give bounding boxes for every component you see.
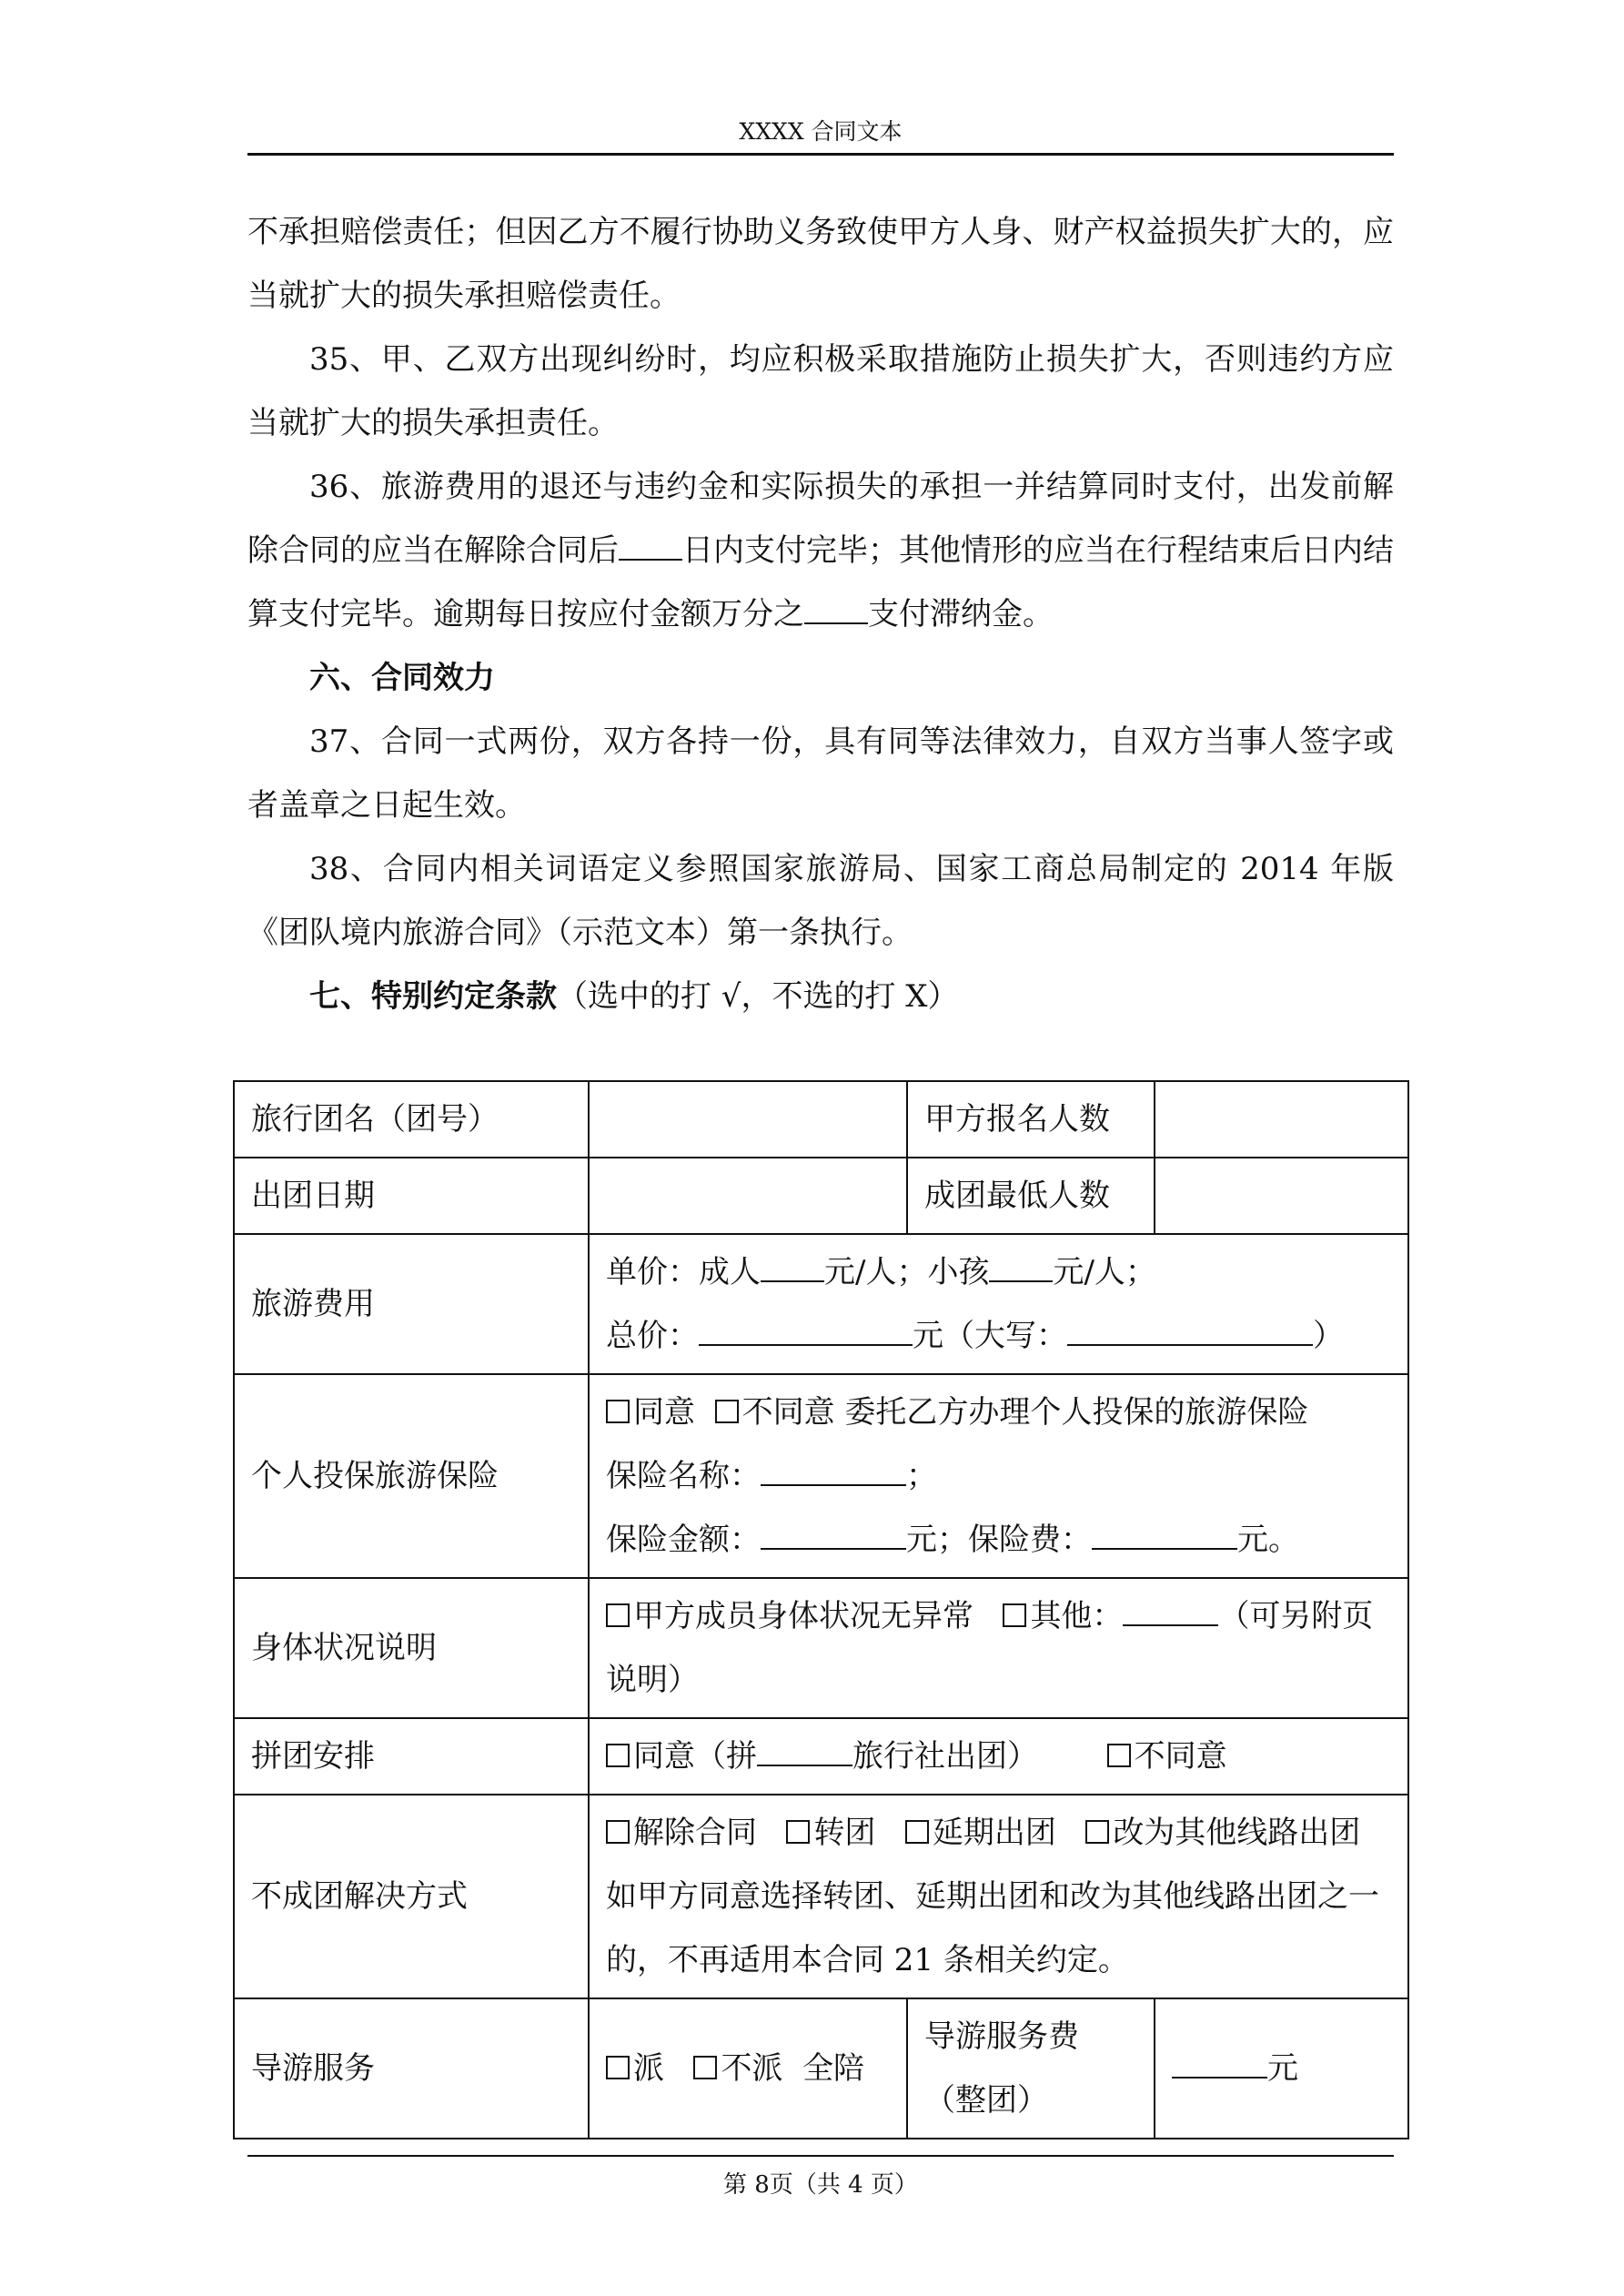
option-label: 其他： bbox=[1030, 1598, 1124, 1634]
option-label: 解除合同 bbox=[633, 1815, 757, 1851]
checkbox[interactable] bbox=[1085, 1820, 1109, 1844]
page-header: XXXX 合同文本 bbox=[247, 111, 1394, 156]
clause-36-part-b: 日内支付完毕；其他情形的应当在行程结束后 bbox=[682, 532, 1301, 569]
checkbox[interactable] bbox=[606, 1820, 630, 1844]
table-label: 身体状况说明 bbox=[234, 1578, 589, 1718]
checkbox[interactable] bbox=[786, 1820, 810, 1844]
option-label: 延期出团 bbox=[932, 1815, 1056, 1851]
option-label: 不派 bbox=[721, 2050, 783, 2087]
section-7-heading: 七、特别约定条款 bbox=[309, 978, 557, 1015]
table-label: 旅游费用 bbox=[234, 1234, 589, 1374]
applicant-count-field[interactable] bbox=[1155, 1081, 1408, 1158]
table-row bbox=[234, 1795, 1408, 1998]
guide-fee-field[interactable] bbox=[1172, 2049, 1267, 2079]
table-label: 个人投保旅游保险 bbox=[234, 1374, 589, 1578]
checkbox[interactable] bbox=[715, 1400, 739, 1423]
option-label: 转团 bbox=[813, 1815, 876, 1851]
page-footer: 第 8页（共 4 页） bbox=[247, 2155, 1394, 2200]
insurance-text: 保险名称： bbox=[606, 1458, 761, 1494]
option-label: 甲方成员身体状况无异常 bbox=[633, 1598, 973, 1634]
table-label: 拼团安排 bbox=[234, 1718, 589, 1795]
table-label: 导游服务费（整团） bbox=[907, 1998, 1155, 2139]
child-price-field[interactable] bbox=[989, 1253, 1053, 1282]
option-label: 同意 bbox=[633, 1394, 695, 1431]
table-row bbox=[234, 1374, 1408, 1578]
cost-text: 元（大写： bbox=[913, 1318, 1067, 1354]
checkbox[interactable] bbox=[693, 2056, 717, 2079]
group-merge-cell bbox=[589, 1718, 1408, 1795]
contract-body bbox=[247, 200, 1394, 1028]
section-7-note: （选中的打 √，不选的打 X） bbox=[557, 978, 959, 1015]
guide-service-cell bbox=[589, 1998, 907, 2139]
clause-36-part-c: 日内结算支付完毕。逾期每日按应付金额万分之 bbox=[247, 532, 1394, 632]
option-label: 不同意 bbox=[741, 1394, 835, 1431]
insurance-text: 委托乙方办理个人投保的旅游保险 bbox=[844, 1394, 1309, 1431]
cost-text: 总价： bbox=[606, 1318, 699, 1354]
blank-field[interactable] bbox=[619, 531, 682, 561]
clause-36-part-a: 36、旅游费用的退还与违约金和实际损失的承担一并结算同时支付，出发前解除合同的应当在解除合同后 bbox=[247, 469, 1394, 569]
clause-37: 37、合同一式两份，双方各持一份，具有同等法律效力，自双方当事人签字或者盖章之日起生效。 bbox=[247, 723, 1394, 824]
cost-text: 元/人；小孩 bbox=[824, 1254, 990, 1290]
departure-date-field[interactable] bbox=[589, 1158, 907, 1234]
clause-36-part-d: 支付滞纳金。 bbox=[868, 596, 1054, 632]
insured-amount-field[interactable] bbox=[761, 1521, 906, 1550]
checkbox[interactable] bbox=[606, 2056, 630, 2079]
cost-text: ） bbox=[1313, 1318, 1344, 1354]
clause-35: 35、甲、乙双方出现纠纷时，均应积极采取措施防止损失扩大，否则违约方应当就扩大的损失承担责任。 bbox=[247, 341, 1394, 441]
table-row bbox=[234, 1234, 1408, 1374]
checkbox[interactable] bbox=[1107, 1744, 1131, 1767]
checkbox[interactable] bbox=[905, 1820, 929, 1844]
clause-34-continued: 不承担赔偿责任；但因乙方不履行协助义务致使甲方人身、财产权益损失扩大的，应当就扩大的损失承担赔偿责任。 bbox=[247, 214, 1394, 314]
table-label: 甲方报名人数 bbox=[907, 1081, 1155, 1158]
option-label: 同意（拼 bbox=[633, 1738, 757, 1775]
clause-38: 38、合同内相关词语定义参照国家旅游局、国家工商总局制定的 2014 年版《团队境内旅游合同》（示范文本）第一条执行。 bbox=[247, 851, 1394, 951]
checkbox[interactable] bbox=[606, 1400, 630, 1423]
checkbox[interactable] bbox=[606, 1744, 630, 1767]
health-text: （可另附页说明） bbox=[606, 1598, 1374, 1698]
table-row bbox=[234, 1718, 1408, 1795]
group-name-field[interactable] bbox=[589, 1081, 907, 1158]
option-label: 全陪 bbox=[802, 2050, 865, 2087]
section-6-title: 六、合同效力 bbox=[309, 660, 495, 696]
insurance-name-field[interactable] bbox=[761, 1457, 906, 1486]
cost-text: 元/人； bbox=[1053, 1254, 1156, 1290]
table-row bbox=[234, 1998, 1408, 2139]
checkbox[interactable] bbox=[606, 1603, 630, 1627]
table-row bbox=[234, 1081, 1408, 1158]
health-cell bbox=[589, 1578, 1408, 1718]
insurance-cell bbox=[589, 1374, 1408, 1578]
insurance-text: 元；保险费： bbox=[906, 1522, 1092, 1558]
premium-field[interactable] bbox=[1092, 1521, 1237, 1550]
table-label: 成团最低人数 bbox=[907, 1158, 1155, 1234]
checkbox[interactable] bbox=[1003, 1603, 1026, 1627]
travel-cost-cell bbox=[589, 1234, 1408, 1374]
clause-36 bbox=[247, 455, 1394, 646]
insurance-text: 元。 bbox=[1237, 1522, 1299, 1558]
option-label: 改为其他线路出团 bbox=[1113, 1815, 1361, 1851]
total-price-field[interactable] bbox=[699, 1317, 913, 1346]
no-group-solution-cell bbox=[589, 1795, 1408, 1998]
table-label: 不成团解决方式 bbox=[234, 1795, 589, 1998]
insurance-text: 保险金额： bbox=[606, 1522, 761, 1558]
special-terms-table bbox=[233, 1080, 1409, 2139]
table-label: 导游服务 bbox=[234, 1998, 589, 2139]
section-7-title bbox=[247, 965, 1394, 1028]
no-group-note: 如甲方同意选择转团、延期出团和改为其他线路出团之一的，不再适用本合同 21 条相关约定。 bbox=[606, 1878, 1379, 1978]
table-row bbox=[234, 1578, 1408, 1718]
min-group-size-field[interactable] bbox=[1155, 1158, 1408, 1234]
guide-fee-cell bbox=[1155, 1998, 1408, 2139]
blank-field[interactable] bbox=[804, 595, 868, 624]
adult-price-field[interactable] bbox=[761, 1253, 824, 1282]
unit-label: 元 bbox=[1267, 2050, 1298, 2087]
insurance-text: ； bbox=[906, 1458, 937, 1494]
total-price-words-field[interactable] bbox=[1067, 1317, 1313, 1346]
table-label: 出团日期 bbox=[234, 1158, 589, 1234]
option-label: 派 bbox=[633, 2050, 664, 2087]
option-label: 不同意 bbox=[1134, 1738, 1227, 1775]
option-label: 旅行社出团） bbox=[852, 1738, 1038, 1775]
table-row bbox=[234, 1158, 1408, 1234]
merge-agency-field[interactable] bbox=[757, 1737, 852, 1766]
health-other-field[interactable] bbox=[1123, 1597, 1218, 1626]
table-label: 旅行团名（团号） bbox=[234, 1081, 589, 1158]
cost-text: 单价：成人 bbox=[606, 1254, 761, 1290]
